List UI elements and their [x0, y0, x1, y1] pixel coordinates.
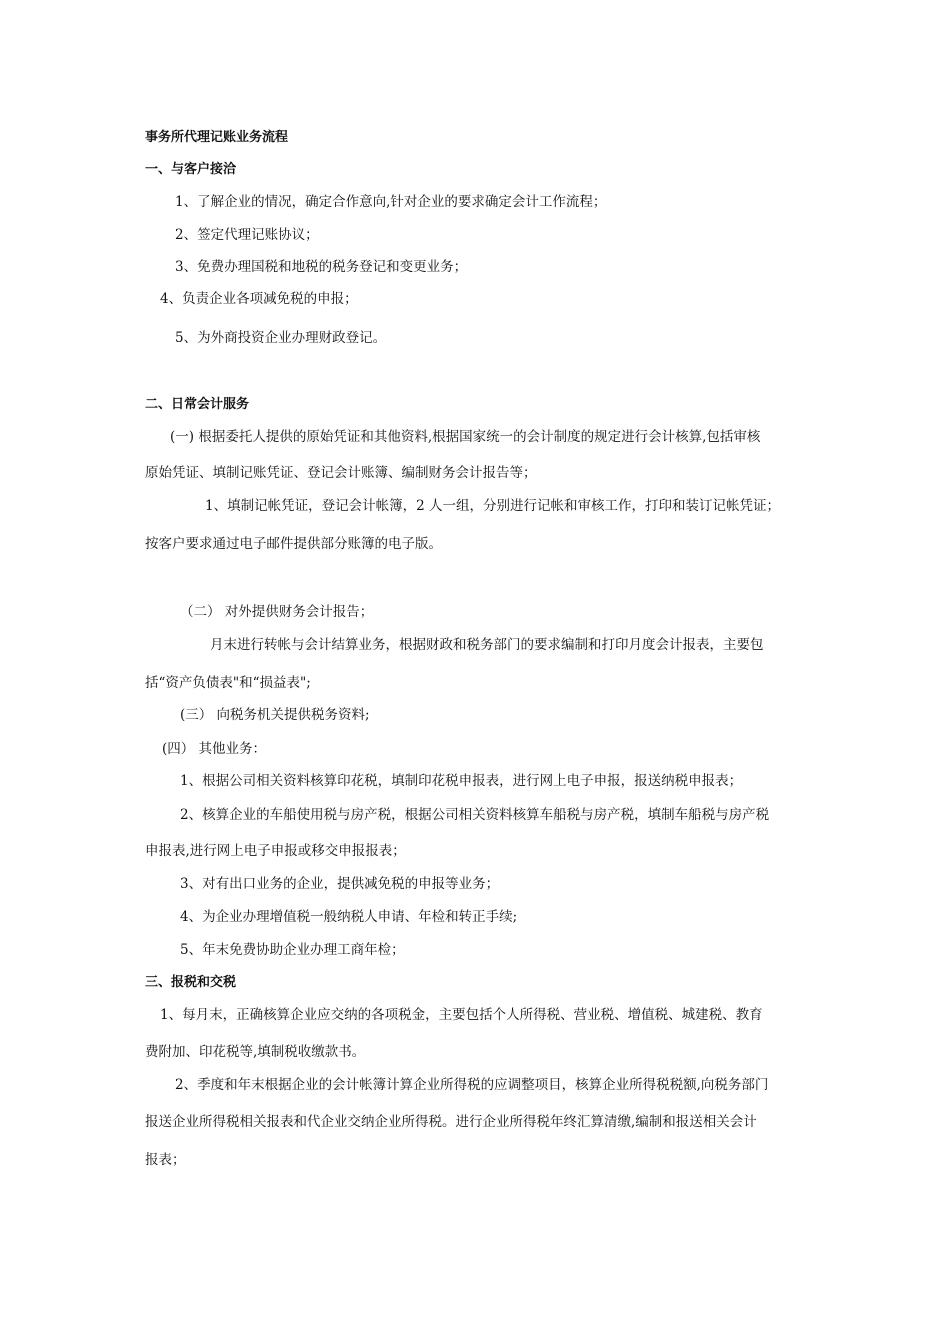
section-2-part-1-item-1-line-1: 1、填制记帐凭证，登记会计帐簿，2 人一组，分别进行记帐和审核工作，打印和装订记帐凭证；	[205, 498, 780, 514]
section-2-part-4-item-3: 3、对有出口业务的企业，提供减免税的申报等业务；	[180, 876, 500, 892]
section-3-item-1-line-1: 1、每月末，正确核算企业应交纳的各项税金，主要包括个人所得税、营业税、增值税、城建税、教育	[160, 1007, 763, 1023]
section-2-part-4: (四） 其他业务：	[162, 741, 267, 757]
section-2-part-1-item-1-line-2: 按客户要求通过电子邮件提供部分账簿的电子版。	[145, 536, 442, 552]
section-3-heading: 三、报税和交税	[145, 975, 237, 990]
section-2-part-4-item-1: 1、根据公司相关资料核算印花税，填制印花税申报表，进行网上电子申报，报送纳税申报表；	[180, 773, 743, 789]
section-2-part-1-line-1: (一) 根据委托人提供的原始凭证和其他资料,根据国家统一的会计制度的规定进行会计核算,包括审核	[170, 429, 761, 445]
section-1-heading: 一、与客户接洽	[145, 162, 237, 177]
section-2-part-4-item-2-line-2: 申报表,进行网上电子申报或移交申报报表；	[145, 843, 406, 859]
section-2-part-2-desc-line-1: 月末进行转帐与会计结算业务，根据财政和税务部门的要求编制和打印月度会计报表，主要包	[210, 637, 764, 653]
section-3-item-1-line-2: 费附加、印花税等,填制税收缴款书。	[145, 1044, 366, 1060]
section-2-part-3: (三） 向税务机关提供税务资料;	[180, 707, 370, 723]
section-1-item-1: 1、了解企业的情况，确定合作意向,针对企业的要求确定会计工作流程；	[175, 194, 607, 210]
document-title: 事务所代理记账业务流程	[145, 130, 289, 145]
section-3-item-2-line-2: 报送企业所得税相关报表和代企业交纳企业所得税。进行企业所得税年终汇算清缴,编制和报送相关会计	[145, 1114, 757, 1130]
section-2-part-2-desc-line-2: 括“资产负债表"和“损益表";	[145, 675, 311, 691]
section-2-part-4-item-5: 5、年末免费协助企业办理工商年检；	[180, 942, 405, 958]
section-1-item-2: 2、签定代理记账协议；	[175, 227, 319, 243]
section-2-part-2: （二） 对外提供财务会计报告；	[180, 604, 374, 620]
section-3-item-2-line-1: 2、季度和年末根据企业的会计帐簿计算企业所得税的应调整项目，核算企业所得税税额,向税务部门	[175, 1077, 769, 1093]
section-2-heading: 二、日常会计服务	[145, 397, 250, 412]
section-3-item-2-line-3: 报表；	[145, 1152, 186, 1168]
section-2-part-4-item-4: 4、为企业办理增值税一般纳税人申请、年检和转正手续;	[180, 909, 518, 925]
section-1-item-4: 4、负责企业各项减免税的申报；	[160, 291, 358, 307]
section-2-part-1-line-2: 原始凭证、填制记账凭证、登记会计账簿、编制财务会计报告等；	[145, 465, 537, 481]
section-1-item-5: 5、为外商投资企业办理财政登记。	[175, 330, 387, 346]
section-1-item-3: 3、免费办理国税和地税的税务登记和变更业务；	[175, 259, 468, 275]
section-2-part-4-item-2-line-1: 2、核算企业的车船使用税与房产税，根据公司相关资料核算车船税与房产税，填制车船税与房产税	[180, 807, 770, 823]
